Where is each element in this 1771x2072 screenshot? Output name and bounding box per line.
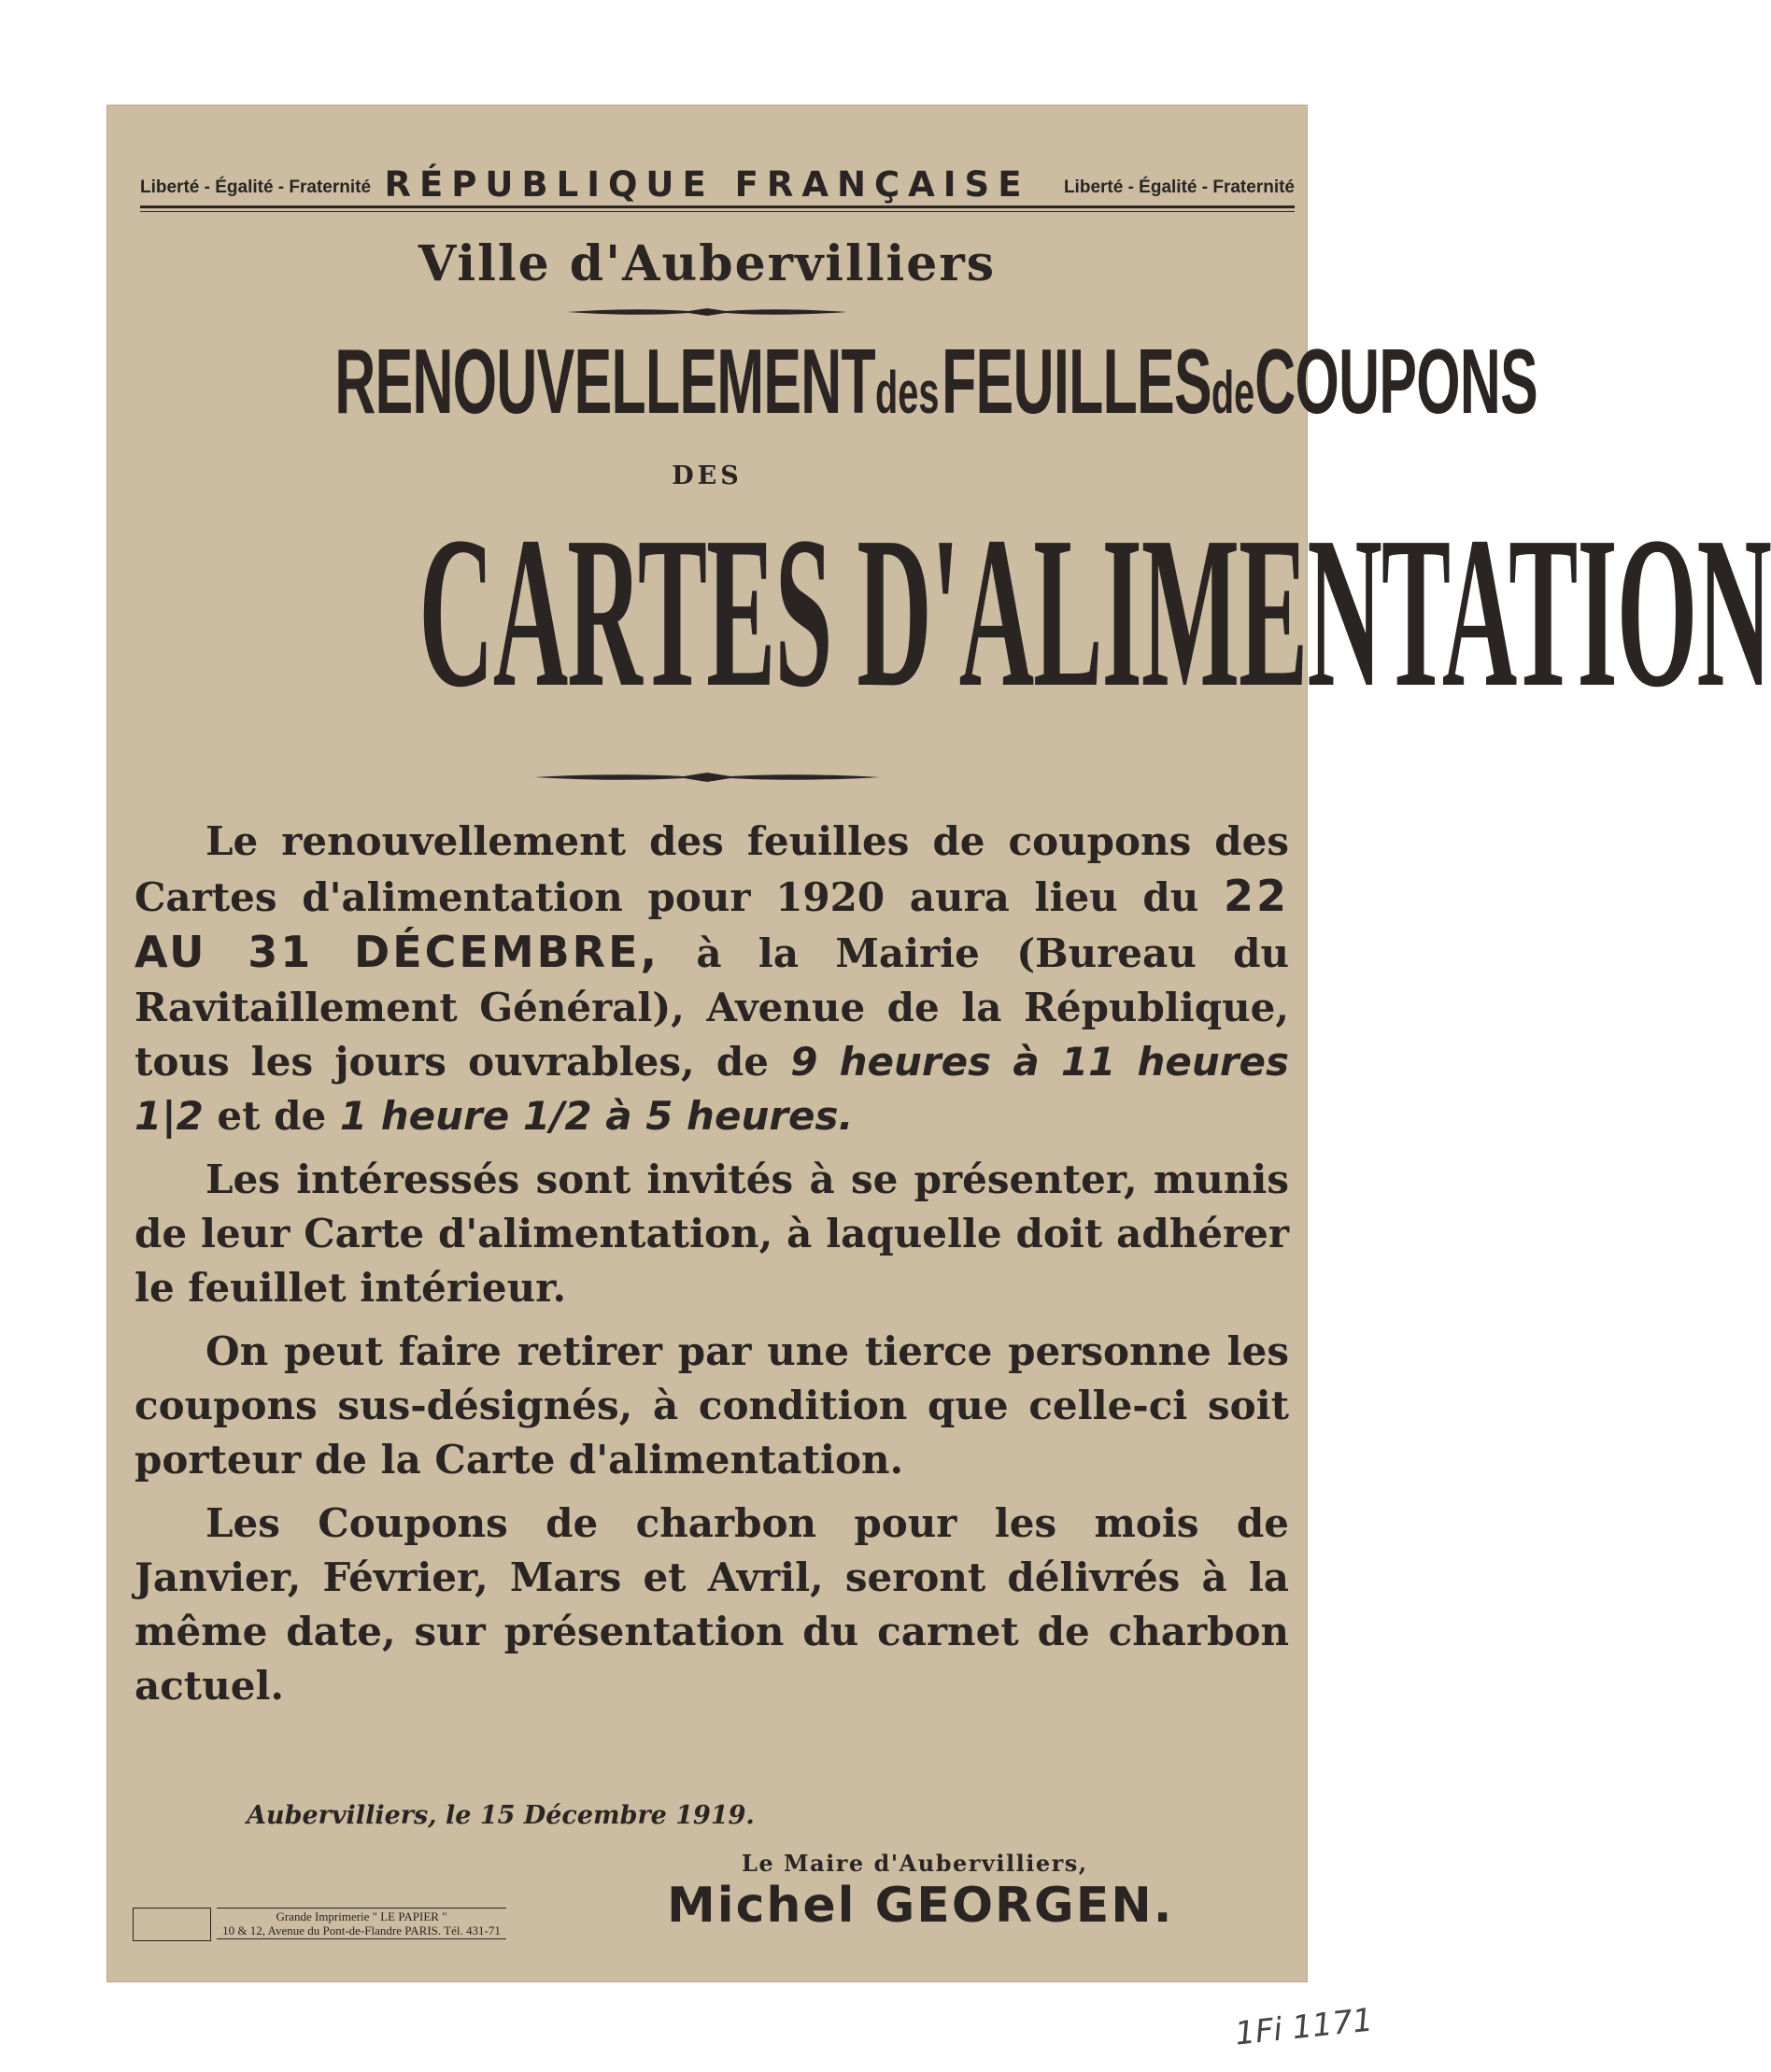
- paragraph-3: On peut faire retirer par une tierce personne les coupons sus-désignés, à condition que celle-ci soit porteur de la Carte d'alimentation.: [135, 1328, 1289, 1483]
- printer-stamp-icon: [133, 1908, 211, 1941]
- printer-address: 10 & 12, Avenue du Pont-de-Flandre PARIS. Tél. 431-71: [222, 1923, 501, 1937]
- ornament-divider: [106, 305, 1308, 322]
- motto-right: Liberté - Égalité - Fraternité: [1063, 177, 1295, 197]
- notice-body: [135, 815, 1289, 1723]
- main-title: CARTES D'ALIMENTATION: [418, 492, 1771, 732]
- header-rule-thin: [140, 211, 1295, 212]
- city-heading: Ville d'Aubervilliers: [418, 235, 997, 292]
- p1-text-b: à la Mairie (Bureau du Ravitaillement Général), Avenue de la République, tous les jours ouvrables, de: [135, 930, 1290, 1085]
- poster: [106, 105, 1771, 1982]
- p1-hours-morning: 9 heures à 11 heures 1|2: [135, 1039, 1290, 1139]
- dateline: Aubervilliers, le 15 Décembre 1919.: [247, 1801, 755, 1830]
- catalog-number: 1Fi 1171: [1233, 2001, 1375, 2053]
- title-de: de: [1211, 359, 1255, 426]
- paragraph-1: [135, 815, 1289, 1143]
- paragraph-4: Les Coupons de charbon pour les mois de Janvier, Février, Mars et Avril, seront délivrés à la même date, sur présentation du carnet de charbon actuel.: [135, 1500, 1289, 1709]
- printer-name: Grande Imprimerie " LE PAPIER ": [276, 1909, 447, 1923]
- mayor-title: Le Maire d'Aubervilliers,: [742, 1850, 1088, 1877]
- title-coupons: COUPONS: [1254, 330, 1538, 433]
- p1-dates: 22 AU 31 DÉCEMBRE,: [135, 871, 1289, 977]
- p1-text-c: et de: [217, 1093, 327, 1139]
- renewal-title: [334, 329, 1538, 434]
- subtitle-des: DES: [672, 461, 743, 490]
- title-renouvellement: RENOUVELLEMENT: [334, 330, 876, 433]
- title-des: des: [875, 359, 940, 426]
- ornament-divider-2: [106, 770, 1308, 788]
- republic-heading: RÉPUBLIQUE FRANÇAISE: [384, 164, 1030, 205]
- paragraph-2: Les intéressés sont invités à se présenter, munis de leur Carte d'alimentation, à laquelle doit adhérer le feuillet intérieur.: [135, 1157, 1289, 1311]
- title-feuilles: FEUILLES: [942, 330, 1211, 433]
- mayor-name: Michel GEORGEN.: [667, 1878, 1174, 1934]
- p1-text-a: Le renouvellement des feuilles de coupons des Cartes d'alimentation pour 1920 aura lieu du: [135, 818, 1289, 920]
- p1-hours-afternoon: 1 heure 1/2 à 5 heures.: [339, 1093, 854, 1139]
- motto-left: Liberté - Égalité - Fraternité: [140, 177, 372, 197]
- header-rule: [140, 206, 1295, 208]
